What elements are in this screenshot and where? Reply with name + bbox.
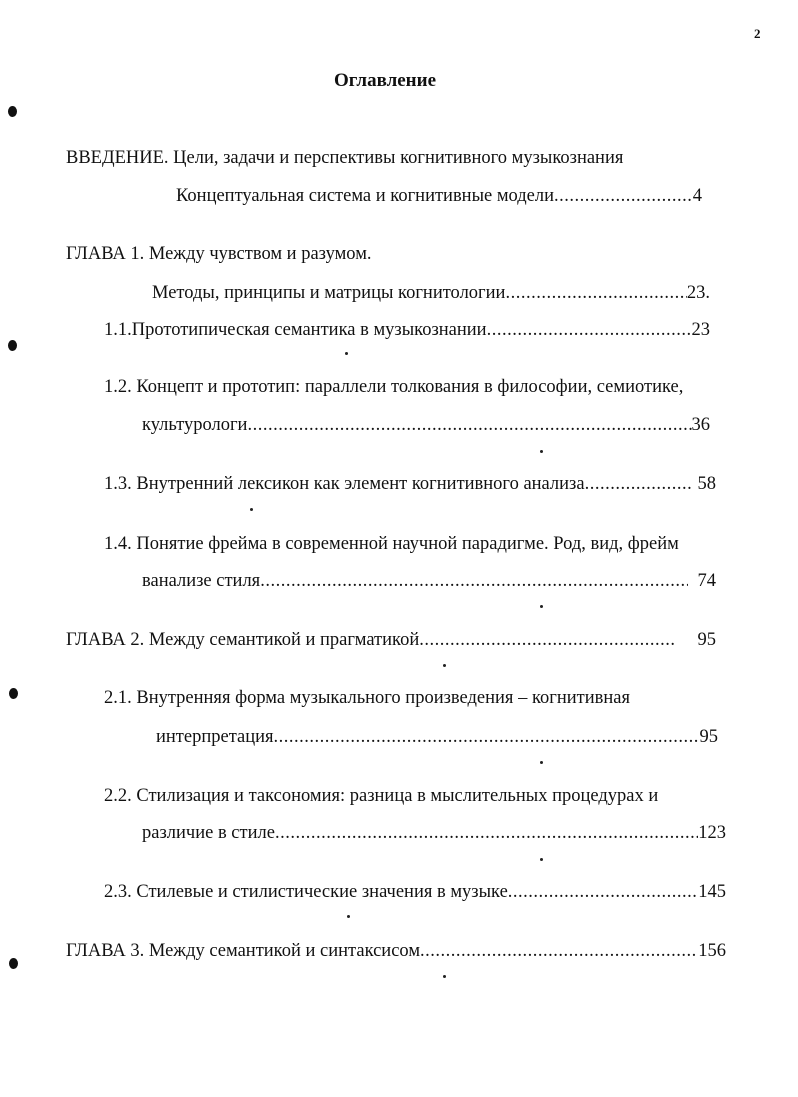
toc-section-1-2-line2: культурологи (142, 415, 248, 435)
scan-speck (347, 915, 350, 918)
toc-section-2-2-line2: различие в стиле (142, 823, 275, 843)
dot-leader (275, 821, 698, 845)
page-number: 2 (754, 26, 761, 41)
toc-chapter3-text: ГЛАВА 3. Между семантикой и синтаксисом (66, 941, 421, 961)
toc-section-1-2-line1: 1.2. Концепт и прототип: параллели толкования в философии, семиотике, (104, 377, 684, 397)
scan-speck (540, 605, 543, 608)
toc-chapter2-text: ГЛАВА 2. Между семантикой и прагматикой (66, 630, 420, 650)
toc-section-2-1[interactable] (156, 725, 718, 749)
dot-leader (585, 472, 692, 496)
scan-speck (443, 664, 446, 667)
toc-title: Оглавление (333, 70, 437, 91)
toc-section-2-1-line1: 2.1. Внутренняя форма музыкального произведения – когнитивная (104, 688, 630, 708)
toc-chapter3-page: 156 (698, 941, 726, 961)
toc-section-1-4-line1: 1.4. Понятие фрейма в современной научной парадигме. Род, вид, фрейм (104, 534, 679, 554)
toc-section-2-2[interactable] (142, 821, 726, 845)
dot-leader (419, 628, 675, 652)
dot-leader (420, 939, 698, 963)
toc-chapter1-entry[interactable] (152, 281, 710, 305)
dot-leader (487, 318, 692, 342)
toc-chapter1-page: 23. (686, 283, 710, 303)
toc-section-1-2-page: 36 (691, 415, 710, 435)
scan-speck (443, 975, 446, 978)
scan-hole-mark (8, 106, 17, 117)
toc-section-1-1-text: 1.1.Прототипическая семантика в музыкознании (104, 320, 487, 340)
toc-intro-entry[interactable] (176, 184, 702, 208)
toc-section-2-2-line1: 2.2. Стилизация и таксономия: разница в мыслительных процедурах и (104, 786, 659, 806)
toc-section-1-4[interactable] (142, 569, 716, 593)
dot-leader (554, 184, 693, 208)
dot-leader (260, 569, 687, 593)
toc-section-1-1-page: 23 (691, 320, 710, 340)
toc-section-1-2[interactable] (142, 413, 710, 437)
toc-intro-page: 4 (692, 186, 702, 206)
toc-chapter2-page: 95 (697, 630, 716, 650)
scan-hole-mark (9, 688, 18, 699)
toc-section-2-3-text: 2.3. Стилевые и стилистические значения в музыке (104, 882, 508, 902)
toc-section-2-2-page: 123 (698, 823, 726, 843)
scan-speck (540, 761, 543, 764)
toc-section-2-1-page: 95 (699, 727, 718, 747)
toc-section-1-3-page: 58 (697, 474, 716, 494)
scan-hole-mark (9, 958, 18, 969)
toc-intro-line2: Концептуальная система и когнитивные модели (176, 186, 555, 206)
toc-chapter3[interactable] (66, 939, 726, 963)
toc-chapter1-line2: Методы, принципы и матрицы когнитологии (152, 283, 506, 303)
toc-section-2-3[interactable] (104, 880, 726, 904)
dot-leader (508, 880, 698, 904)
toc-chapter2[interactable] (66, 628, 716, 652)
toc-section-1-4-line2: ванализе стиля (142, 571, 261, 591)
dot-leader (247, 413, 691, 437)
scan-speck (540, 450, 543, 453)
toc-section-1-3[interactable] (104, 472, 716, 496)
toc-section-1-4-page: 74 (697, 571, 716, 591)
toc-section-1-1[interactable] (104, 318, 710, 342)
toc-intro-line1: ВВЕДЕНИЕ. Цели, задачи и перспективы когнитивного музыкознания (66, 148, 624, 168)
dot-leader (505, 281, 686, 305)
scan-speck (250, 508, 253, 511)
toc-section-2-3-page: 145 (698, 882, 726, 902)
scan-speck (540, 858, 543, 861)
toc-chapter1-line1: ГЛАВА 1. Между чувством и разумом. (66, 244, 372, 264)
toc-section-1-3-text: 1.3. Внутренний лексикон как элемент когнитивного анализа (104, 474, 585, 494)
scan-hole-mark (8, 340, 17, 351)
dot-leader (274, 725, 700, 749)
scan-speck (345, 352, 348, 355)
toc-section-2-1-line2: интерпретация (156, 727, 274, 747)
